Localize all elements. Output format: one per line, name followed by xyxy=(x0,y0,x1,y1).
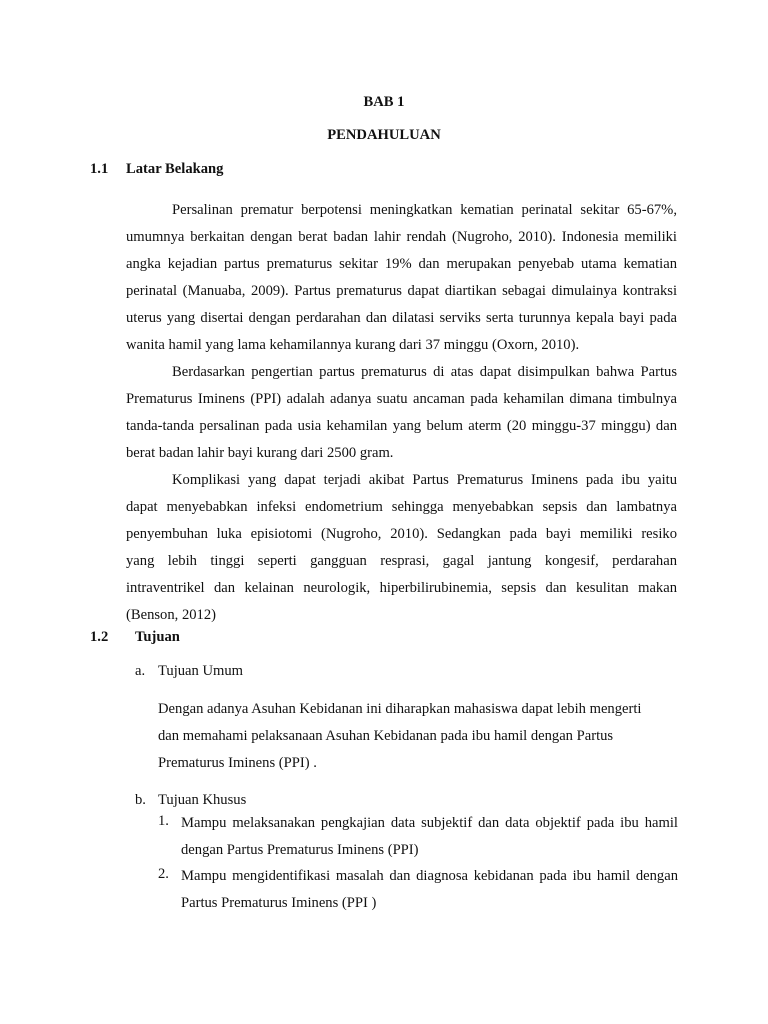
paragraph-3 xyxy=(126,470,677,632)
paragraph-line: intraventrikel dan kelainan neurologik, hiperbilirubinemia, sepsis dan kesulitan makan xyxy=(126,580,677,596)
paragraph-line: Mampu mengidentifikasi masalah dan diagnosa kebidanan pada ibu hamil dengan xyxy=(181,868,678,884)
paragraph-line: dan memahami pelaksanaan Asuhan Kebidanan pada ibu hamil dengan Partus xyxy=(158,728,614,744)
specific-item-text xyxy=(181,866,678,920)
paragraph-line: Prematurus Iminens (PPI) . xyxy=(158,755,317,771)
specific-item-number: 2. xyxy=(158,866,169,882)
paragraph-line: Dengan adanya Asuhan Kebidanan ini diharapkan mahasiswa dapat lebih mengerti xyxy=(158,701,642,717)
paragraph-line: dapat menyebabkan infeksi endometrium sehingga menyebabkan sepsis dan lambatnya xyxy=(126,499,677,515)
specific-item-number: 1. xyxy=(158,813,169,829)
paragraph-line: penyembuhan luka episiotomi (Nugroho, 2010). Sedangkan pada bayi memiliki resiko xyxy=(126,526,677,542)
paragraph-1 xyxy=(126,200,677,362)
paragraph-line: angka kejadian partus prematurus sekitar 19% dan merupakan penyebab utama kematian xyxy=(126,256,677,272)
section-2-number: 1.2 xyxy=(90,629,109,645)
paragraph-line: Persalinan prematur berpotensi meningkatkan kematian perinatal sekitar 65-67%, xyxy=(172,202,677,218)
paragraph-line: dengan Partus Prematurus Iminens (PPI) xyxy=(181,842,419,858)
chapter-title: PENDAHULUAN xyxy=(327,127,441,143)
chapter-number: BAB 1 xyxy=(363,94,405,110)
paragraph-2 xyxy=(126,362,677,470)
paragraph-line: Mampu melaksanakan pengkajian data subjektif dan data objektif pada ibu hamil xyxy=(181,815,678,831)
section-1-number: 1.1 xyxy=(90,161,109,177)
paragraph-line: yang lebih tinggi seperti gangguan resprasi, gagal jantung kongesif, perdarahan xyxy=(126,553,677,569)
specific-objective-marker: b. xyxy=(135,792,146,808)
paragraph-line: Prematurus Iminens (PPI) adalah adanya suatu ancaman pada kehamilan dimana timbulnya xyxy=(126,391,677,407)
general-objective-text xyxy=(158,699,678,780)
section-2-title: Tujuan xyxy=(135,629,180,645)
paragraph-line: Berdasarkan pengertian partus prematurus di atas dapat disimpulkan bahwa Partus xyxy=(172,364,677,380)
section-1-title: Latar Belakang xyxy=(126,161,224,177)
general-objective-marker: a. xyxy=(135,663,146,679)
paragraph-line: perinatal (Manuaba, 2009). Partus prematurus dapat diartikan sebagai dimulainya kontraksi xyxy=(126,283,677,299)
specific-objective-title: Tujuan Khusus xyxy=(158,792,247,808)
paragraph-line: Partus Prematurus Iminens (PPI ) xyxy=(181,895,377,911)
paragraph-line: uterus yang disertai dengan perdarahan dan dilatasi serviks serta turunnya kepala bayi pada xyxy=(126,310,677,326)
paragraph-line: umumnya berkaitan dengan berat badan lahir rendah (Nugroho, 2010). Indonesia memiliki xyxy=(126,229,677,245)
paragraph-line: wanita hamil yang lama kehamilannya kurang dari 37 minggu (Oxorn, 2010). xyxy=(126,337,580,353)
paragraph-line: berat badan lahir bayi kurang dari 2500 gram. xyxy=(126,445,394,461)
paragraph-line: tanda-tanda persalinan pada usia kehamilan yang belum aterm (20 minggu-37 minggu) dan xyxy=(126,418,677,434)
paragraph-line: Komplikasi yang dapat terjadi akibat Partus Prematurus Iminens pada ibu yaitu xyxy=(172,472,677,488)
specific-item-text xyxy=(181,813,678,867)
paragraph-line: (Benson, 2012) xyxy=(126,607,216,623)
general-objective-title: Tujuan Umum xyxy=(158,663,244,679)
